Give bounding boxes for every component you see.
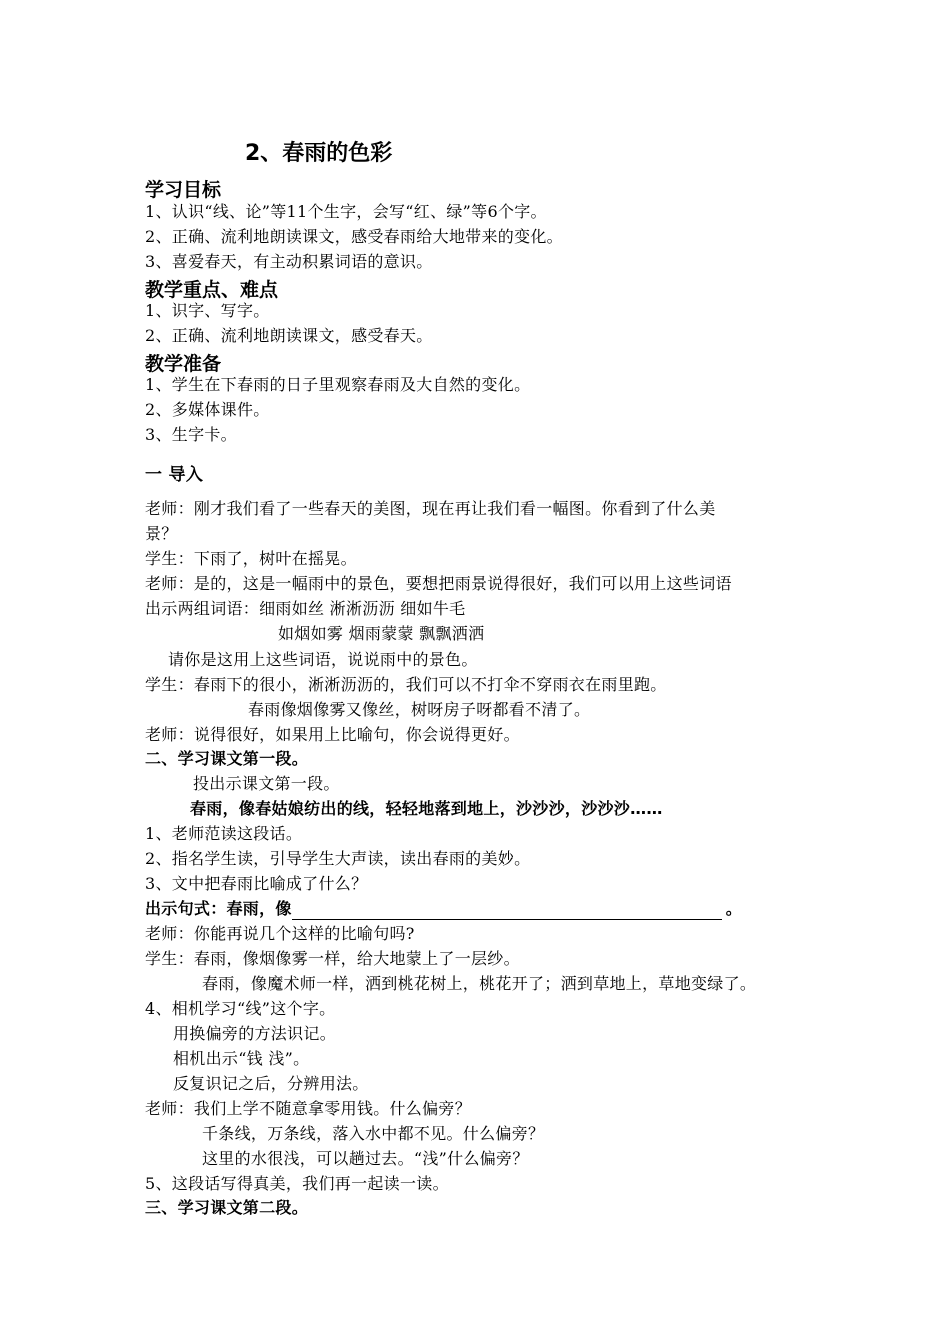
word-group-line: 如烟如雾 烟雨蒙蒙 飘飘洒洒 — [278, 624, 485, 643]
fill-in-blank — [292, 903, 722, 920]
step-line: 3、文中把春雨比喻成了什么？ — [145, 874, 368, 893]
preparation-item: 3、生字卡。 — [145, 425, 237, 444]
dialogue-line: 老师：你能再说几个这样的比喻句吗? — [145, 924, 415, 943]
step-line: 1、老师范读这段话。 — [145, 824, 303, 843]
preparation-item: 2、多媒体课件。 — [145, 400, 270, 419]
text-line: 相机出示“钱 浅”。 — [173, 1049, 310, 1068]
section1-heading: 一 导入 — [145, 465, 204, 485]
sentence-pattern-prefix: 出示句式：春雨，像 — [145, 899, 292, 918]
objective-item: 3、喜爱春天，有主动积累词语的意识。 — [145, 252, 433, 271]
text-line: 投出示课文第一段。 — [193, 774, 340, 793]
key-point-item: 1、识字、写字。 — [145, 301, 270, 320]
quoted-passage: 春雨，像春姑娘纺出的线，轻轻地落到地上，沙沙沙，沙沙沙…… — [190, 799, 663, 818]
dialogue-line: 学生：春雨下的很小，淅淅沥沥的，我们可以不打伞不穿雨衣在雨里跑。 — [145, 675, 667, 694]
dialogue-line: 老师：是的，这是一幅雨中的景色，要想把雨景说得很好，我们可以用上这些词语 — [145, 574, 732, 593]
objective-item: 2、正确、流利地朗读课文，感受春雨给大地带来的变化。 — [145, 227, 563, 246]
dialogue-line: 学生：春雨，像烟像雾一样，给大地蒙上了一层纱。 — [145, 949, 520, 968]
section2-heading: 二、学习课文第一段。 — [145, 749, 309, 768]
dialogue-line: 学生：下雨了，树叶在摇晃。 — [145, 549, 357, 568]
lesson-title: 2、春雨的色彩 — [245, 141, 393, 166]
step-line: 4、相机学习“线”这个字。 — [145, 999, 336, 1018]
text-line: 反复识记之后，分辨用法。 — [173, 1074, 369, 1093]
step-line: 2、指名学生读，引导学生大声读，读出春雨的美妙。 — [145, 849, 531, 868]
section3-heading: 三、学习课文第二段。 — [145, 1198, 309, 1217]
step-line: 5、这段话写得真美，我们再一起读一读。 — [145, 1174, 449, 1193]
dialogue-line: 这里的水很浅，可以趟过去。“浅”什么偏旁？ — [202, 1149, 529, 1168]
preparation-heading: 教学准备 — [145, 353, 222, 375]
dialogue-line: 老师：刚才我们看了一些春天的美图，现在再让我们看一幅图。你看到了什么美 — [145, 499, 716, 518]
key-point-item: 2、正确、流利地朗读课文，感受春天。 — [145, 326, 433, 345]
preparation-item: 1、学生在下春雨的日子里观察春雨及大自然的变化。 — [145, 375, 531, 394]
word-group-line: 出示两组词语：细雨如丝 淅淅沥沥 细如牛毛 — [145, 599, 466, 618]
dialogue-line: 老师：我们上学不随意拿零用钱。什么偏旁？ — [145, 1099, 472, 1118]
dialogue-line: 春雨，像魔术师一样，洒到桃花树上，桃花开了；洒到草地上，草地变绿了。 — [202, 974, 757, 993]
sentence-pattern — [145, 898, 742, 920]
dialogue-line: 春雨像烟像雾又像丝，树呀房子呀都看不清了。 — [248, 700, 591, 719]
dialogue-line: 景？ — [145, 524, 178, 543]
dialogue-line: 老师：说得很好，如果用上比喻句，你会说得更好。 — [145, 725, 520, 744]
objectives-heading: 学习目标 — [145, 179, 222, 201]
text-line: 用换偏旁的方法识记。 — [173, 1024, 337, 1043]
dialogue-line: 千条线，万条线，落入水中都不见。什么偏旁？ — [202, 1124, 545, 1143]
sentence-pattern-suffix: 。 — [725, 899, 743, 918]
dialogue-line: 请你是这用上这些词语，说说雨中的景色。 — [168, 650, 478, 669]
key-points-heading: 教学重点、难点 — [145, 279, 279, 301]
objective-item: 1、认识“线、论”等11个生字，会写“红、绿”等6个字。 — [145, 202, 547, 221]
